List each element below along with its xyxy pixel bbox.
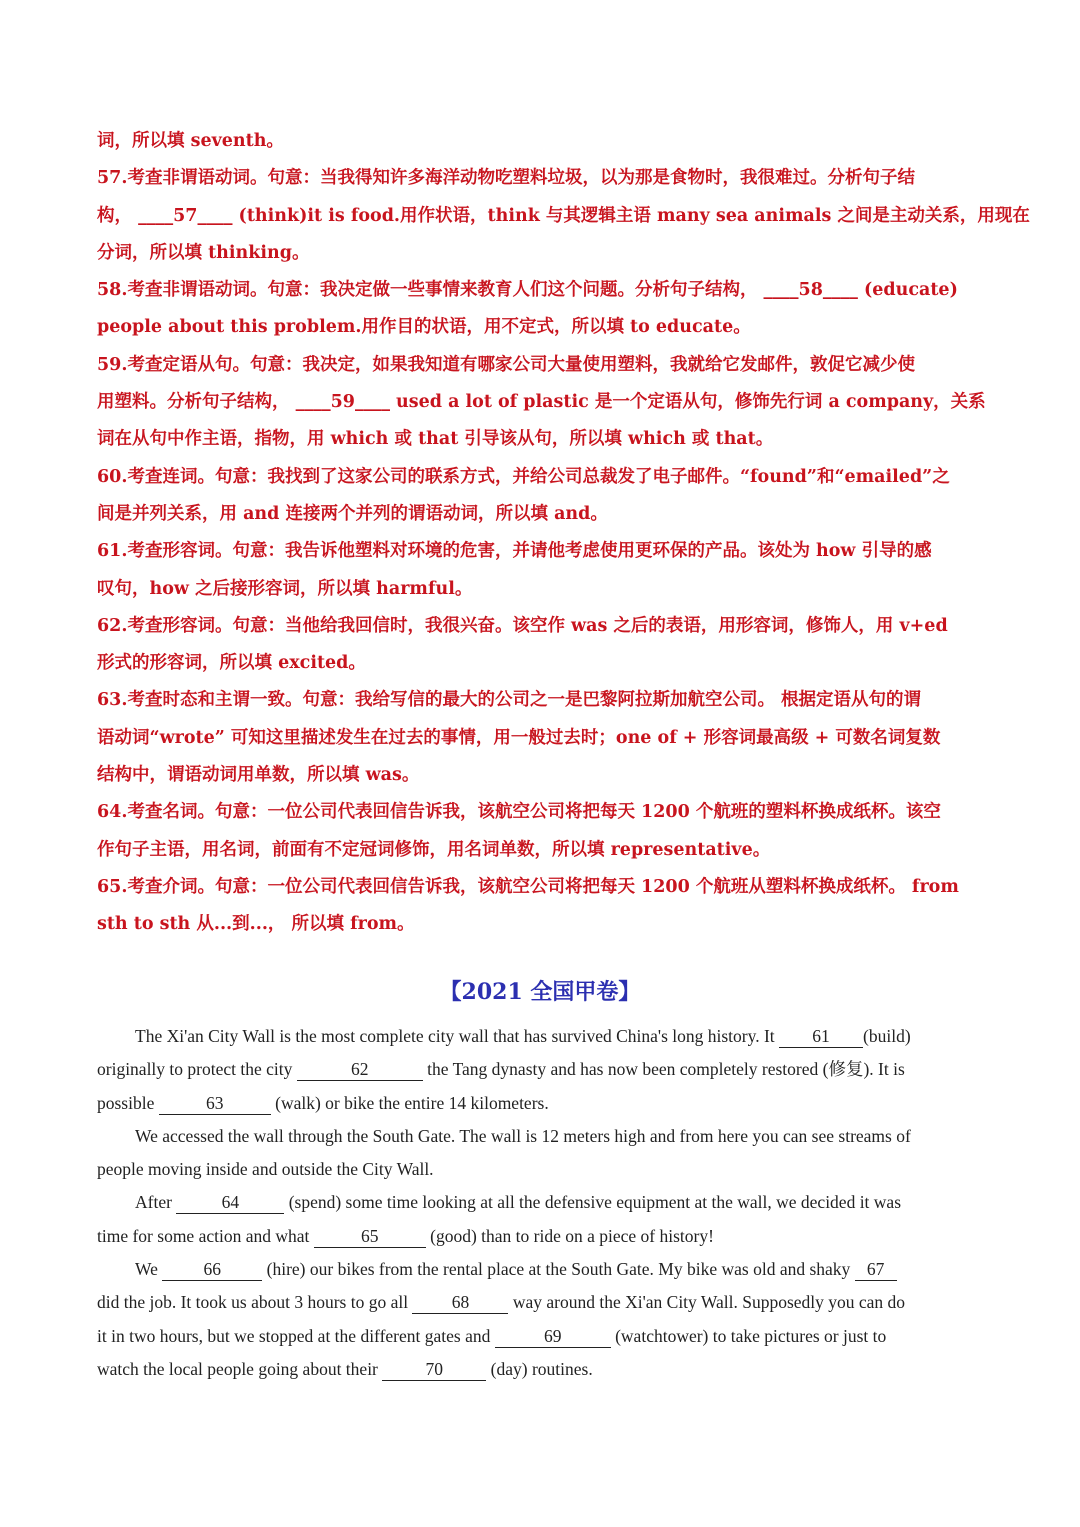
passage-text: way around the Xi'an City Wall. Supposedly you can do xyxy=(512,1292,906,1313)
passage-text: (build) xyxy=(863,1026,911,1046)
blank-67[interactable]: 67 xyxy=(855,1258,897,1281)
passage-line: We accessed the wall through the South Gate. The wall is 12 meters high and from here you can see streams of xyxy=(135,1125,911,1146)
answer-59-line: 59.考查定语从句。句意：我决定，如果我知道有哪家公司大量使用塑料，我就给它发邮件，敦促它减少使 xyxy=(97,354,915,375)
blank-66[interactable]: 66 xyxy=(162,1258,262,1281)
answer-line: 间是并列关系，用 and 连接两个并列的谓语动词，所以填 and。 xyxy=(97,503,608,524)
passage-line xyxy=(97,1353,983,1386)
section-heading: 【2021 全国甲卷】 xyxy=(439,979,641,1005)
passage-text: (watchtower) to take pictures or just to xyxy=(615,1325,887,1346)
answer-line: 形式的形容词，所以填 excited。 xyxy=(97,653,366,674)
answer-61-line: 61.考查形容词。句意：我告诉他塑料对环境的危害，并请他考虑使用更环保的产品。该处为 how 引导的感 xyxy=(97,541,932,562)
blank-63[interactable]: 63 xyxy=(159,1092,271,1115)
blank-69[interactable]: 69 xyxy=(495,1325,611,1348)
passage-text: time for some action and what xyxy=(97,1225,310,1246)
passage-line xyxy=(97,1053,983,1086)
blank-62[interactable]: 62 xyxy=(297,1058,423,1081)
passage-text: (day) routines. xyxy=(490,1358,593,1379)
passage-text: it in two hours, but we stopped at the different gates and xyxy=(97,1325,491,1346)
passage-line xyxy=(97,1087,983,1120)
answer-line: 用塑料。分析句子结构， ____59____ used a lot of plastic 是一个定语从句，修饰先行词 a company，关系 xyxy=(97,392,986,413)
blank-68[interactable]: 68 xyxy=(412,1291,508,1314)
answer-64-line: 64.考查名词。句意：一位公司代表回信告诉我，该航空公司将把每天 1200 个航班的塑料杯换成纸杯。该空 xyxy=(97,802,941,823)
cloze-passage xyxy=(97,1020,983,1386)
answer-explanations xyxy=(97,123,1030,944)
passage-text: (spend) some time looking at all the defensive equipment at the wall, we decided it was xyxy=(288,1192,902,1213)
blank-65[interactable]: 65 xyxy=(314,1225,426,1248)
answer-line: 分词，所以填 thinking。 xyxy=(97,242,310,263)
passage-line xyxy=(97,1220,983,1253)
answer-line: 作句子主语，用名词，前面有不定冠词修饰，用名词单数，所以填 representative。 xyxy=(97,839,771,860)
answer-line: people about this problem.用作目的状语，用不定式，所以填 to educate。 xyxy=(97,317,751,338)
passage-text: The Xi'an City Wall is the most complete city wall that has survived China's long history. It xyxy=(135,1026,775,1046)
passage-text: originally to protect the city xyxy=(97,1059,293,1080)
answer-62-line: 62.考查形容词。句意：当他给我回信时，我很兴奋。该空作 was 之后的表语，用形容词，修饰人，用 v+ed xyxy=(97,615,948,636)
answer-line: 结构中，谓语动词用单数，所以填 was。 xyxy=(97,765,420,786)
answer-63-line: 63.考查时态和主谓一致。句意：我给写信的最大的公司之一是巴黎阿拉斯加航空公司。 根据定语从句的谓 xyxy=(97,690,922,711)
passage-line xyxy=(97,1320,983,1353)
passage-line xyxy=(97,1186,983,1219)
passage-text: did the job. It took us about 3 hours to go all xyxy=(97,1292,409,1313)
passage-text: After xyxy=(135,1192,172,1213)
passage-line: people moving inside and outside the City Wall. xyxy=(97,1159,434,1180)
passage-line xyxy=(97,1253,983,1286)
blank-64[interactable]: 64 xyxy=(176,1191,284,1214)
answer-line: 构， ____57____ (think)it is food.用作状语，think 与其逻辑主语 many sea animals 之间是主动关系，用现在 xyxy=(97,205,1030,226)
passage-line xyxy=(97,1020,983,1053)
blank-61[interactable]: 61 xyxy=(779,1025,863,1048)
passage-text: (good) than to ride on a piece of history! xyxy=(430,1225,714,1246)
answer-line: 词，所以填 seventh。 xyxy=(97,131,284,151)
answer-58-line: 58.考查非谓语动词。句意：我决定做一些事情来教育人们这个问题。分析句子结构， ____58____ (educate) xyxy=(97,280,958,301)
passage-text: (walk) or bike the entire 14 kilometers. xyxy=(275,1092,549,1113)
passage-text: watch the local people going about their xyxy=(97,1358,378,1379)
passage-text: (hire) our bikes from the rental place at the South Gate. My bike was old and shaky xyxy=(266,1259,851,1280)
blank-70[interactable]: 70 xyxy=(382,1358,486,1381)
answer-65-line: 65.考查介词。句意：一位公司代表回信告诉我，该航空公司将把每天 1200 个航班从塑料杯换成纸杯。 from xyxy=(97,876,959,897)
passage-text: We xyxy=(135,1259,158,1280)
passage-text: possible xyxy=(97,1092,155,1113)
answer-line: 语动词“wrote” 可知这里描述发生在过去的事情，用一般过去时；one of + 形容词最高级 + 可数名词复数 xyxy=(97,727,941,748)
answer-57-line: 57.考查非谓语动词。句意：当我得知许多海洋动物吃塑料垃圾，以为那是食物时，我很难过。分析句子结 xyxy=(97,168,915,189)
answer-60-line: 60.考查连词。句意：我找到了这家公司的联系方式，并给公司总裁发了电子邮件。“found”和“emailed”之 xyxy=(97,466,950,487)
answer-line: 词在从句中作主语，指物，用 which 或 that 引导该从句，所以填 which 或 that。 xyxy=(97,429,774,450)
answer-line: sth to sth 从...到...， 所以填 from。 xyxy=(97,914,415,935)
passage-text: the Tang dynasty and has now been completely restored (修复). It is xyxy=(427,1059,905,1080)
passage-line xyxy=(97,1286,983,1319)
answer-line: 叹句，how 之后接形容词，所以填 harmful。 xyxy=(97,578,473,599)
